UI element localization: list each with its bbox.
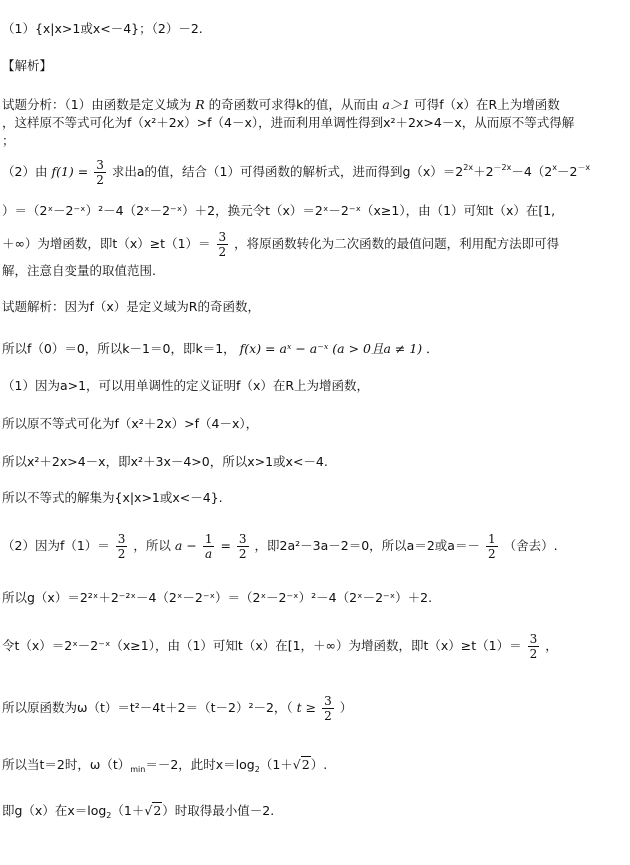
denominator: a xyxy=(205,547,213,561)
solution-line-11 xyxy=(2,756,327,779)
section-title: 【解析】 xyxy=(2,58,53,73)
fraction xyxy=(528,632,540,661)
sup: x xyxy=(552,163,557,172)
solution-line-8: 所以g（x）＝2²ˣ＋2⁻²ˣ－4（2ˣ－2⁻ˣ）＝（2ˣ－2⁻ˣ）²－4（2ˣ－2⁻ˣ）＋2. xyxy=(2,590,433,605)
solution-line-1: 试题解析：因为f（x）是定义域为R的奇函数， xyxy=(2,299,260,314)
solution-line-9 xyxy=(2,632,558,661)
solution-line-6: 所以不等式的解集为{x|x>1或x<－4}. xyxy=(2,490,223,505)
text: ，所以 xyxy=(133,538,171,553)
math-expr: a − xyxy=(174,538,197,553)
solution-line-7 xyxy=(2,532,558,561)
fraction xyxy=(203,532,215,561)
fraction xyxy=(116,532,128,561)
text: 可得f（x）在R上为增函数 xyxy=(414,97,560,112)
text: ）. xyxy=(310,757,328,772)
denominator: 2 xyxy=(117,547,126,561)
numerator: 3 xyxy=(238,532,247,546)
denominator: 2 xyxy=(238,547,247,561)
text: 令t（x）＝2ˣ－2⁻ˣ（x≥1），由（1）可知t（x）在[1，＋∞）为增函数，即t（x）≥t（1）＝ xyxy=(2,638,522,653)
denominator: 2 xyxy=(324,709,332,723)
text: （2）因为f（1）＝ xyxy=(2,538,110,553)
fraction xyxy=(322,694,334,723)
text: （1＋ xyxy=(111,803,145,818)
text: 所以当t＝2时，ω（t） xyxy=(2,757,131,772)
solution-line-2 xyxy=(2,340,439,358)
text: ）时取得最小值－2. xyxy=(162,803,275,818)
numerator: 3 xyxy=(96,158,104,172)
numerator: 1 xyxy=(204,532,213,546)
text: ＋∞）为增函数，即t（x）≥t（1）＝ xyxy=(2,236,211,251)
fraction xyxy=(237,532,249,561)
text: （1＋ xyxy=(259,757,293,772)
fraction xyxy=(94,158,106,187)
denominator: 2 xyxy=(487,547,496,561)
subscript: 2 xyxy=(106,811,112,820)
solution-line-10 xyxy=(2,694,352,723)
analysis-p2-line3 xyxy=(2,230,559,259)
text: 所以f（0）＝0，所以k－1＝0，即k＝1， xyxy=(2,341,236,356)
text: （2）由 xyxy=(2,164,48,179)
math-fx: f(x) = aˣ − a⁻ˣ (a > 0且a ≠ 1) xyxy=(239,341,423,356)
text: ， xyxy=(545,638,558,653)
radicand: 2 xyxy=(301,757,310,772)
text: ＝－2，此时x＝log xyxy=(145,757,255,772)
numerator: 3 xyxy=(117,532,126,546)
answer-line: （1）{x|x>1或x<－4}；（2）－2. xyxy=(2,21,203,36)
radicand: 2 xyxy=(153,803,162,818)
text: ． xyxy=(426,341,439,356)
subscript: min xyxy=(130,765,146,774)
analysis-p1-line3: ； xyxy=(2,133,15,148)
denominator: 2 xyxy=(218,245,227,259)
numerator: 1 xyxy=(487,532,496,546)
numerator: 3 xyxy=(324,694,332,708)
text: ） xyxy=(339,700,353,715)
text: 试题分析：（1）由函数是定义域为 xyxy=(2,97,192,112)
text: －4（2 xyxy=(511,164,553,179)
analysis-p2-line1 xyxy=(2,158,590,187)
math-condition: a＞1 xyxy=(382,97,411,112)
solution-line-3: （1）因为a>1，可以用单调性的定义证明f（x）在R上为增函数， xyxy=(2,378,370,393)
text: ，将原函数转化为二次函数的最值问题，利用配方法即可得 xyxy=(234,236,560,251)
analysis-p2-line4: 解，注意自变量的取值范围. xyxy=(2,263,156,278)
text: 求出a的值，结合（1）可得函数的解析式，进而得到g（x）＝2 xyxy=(111,164,464,179)
sup: 2x xyxy=(463,163,474,172)
text: 所以原函数为ω（t）＝t²－4t＋2＝（t－2）²－2，（ xyxy=(2,700,293,715)
text: 的奇函数可求得k的值，从而由 xyxy=(208,97,379,112)
fraction xyxy=(486,532,498,561)
subscript: 2 xyxy=(254,765,260,774)
solution-line-4: 所以原不等式可化为f（x²＋2x）>f（4－x）， xyxy=(2,416,259,431)
text: （舍去）. xyxy=(503,538,558,553)
text: ，即2a²－3a－2＝0，所以a＝2或a＝－ xyxy=(254,538,480,553)
sqrt: √2 xyxy=(292,757,310,772)
numerator: 3 xyxy=(218,230,227,244)
text: ＋2 xyxy=(473,164,494,179)
numerator: 3 xyxy=(529,632,538,646)
sup: －2x xyxy=(493,163,512,172)
math-f1: f(1) = xyxy=(51,164,89,179)
denominator: 2 xyxy=(529,647,538,661)
sqrt: √2 xyxy=(144,803,162,818)
analysis-p1-line1 xyxy=(2,96,560,114)
fraction xyxy=(217,230,229,259)
math-R: R xyxy=(195,97,205,112)
text: －2 xyxy=(556,164,578,179)
sup: －x xyxy=(577,163,591,172)
math-eq: = xyxy=(220,538,231,553)
analysis-p2-line2: ）＝（2ˣ－2⁻ˣ）²－4（2ˣ－2⁻ˣ）＋2，换元令t（x）＝2ˣ－2⁻ˣ（x≥1），由（1）可知t（x）在[1, xyxy=(2,203,556,218)
solution-line-12 xyxy=(2,802,274,825)
solution-line-5: 所以x²＋2x>4－x，即x²＋3x－4>0，所以x>1或x<－4. xyxy=(2,454,328,469)
analysis-p1-line2: ，这样原不等式可化为f（x²＋2x）>f（4－x），进而利用单调性得到x²＋2x>4－x，从而原不等式得解 xyxy=(2,115,575,130)
math-t: t ≥ xyxy=(296,700,317,715)
denominator: 2 xyxy=(96,173,104,187)
text: 即g（x）在x＝log xyxy=(2,803,107,818)
